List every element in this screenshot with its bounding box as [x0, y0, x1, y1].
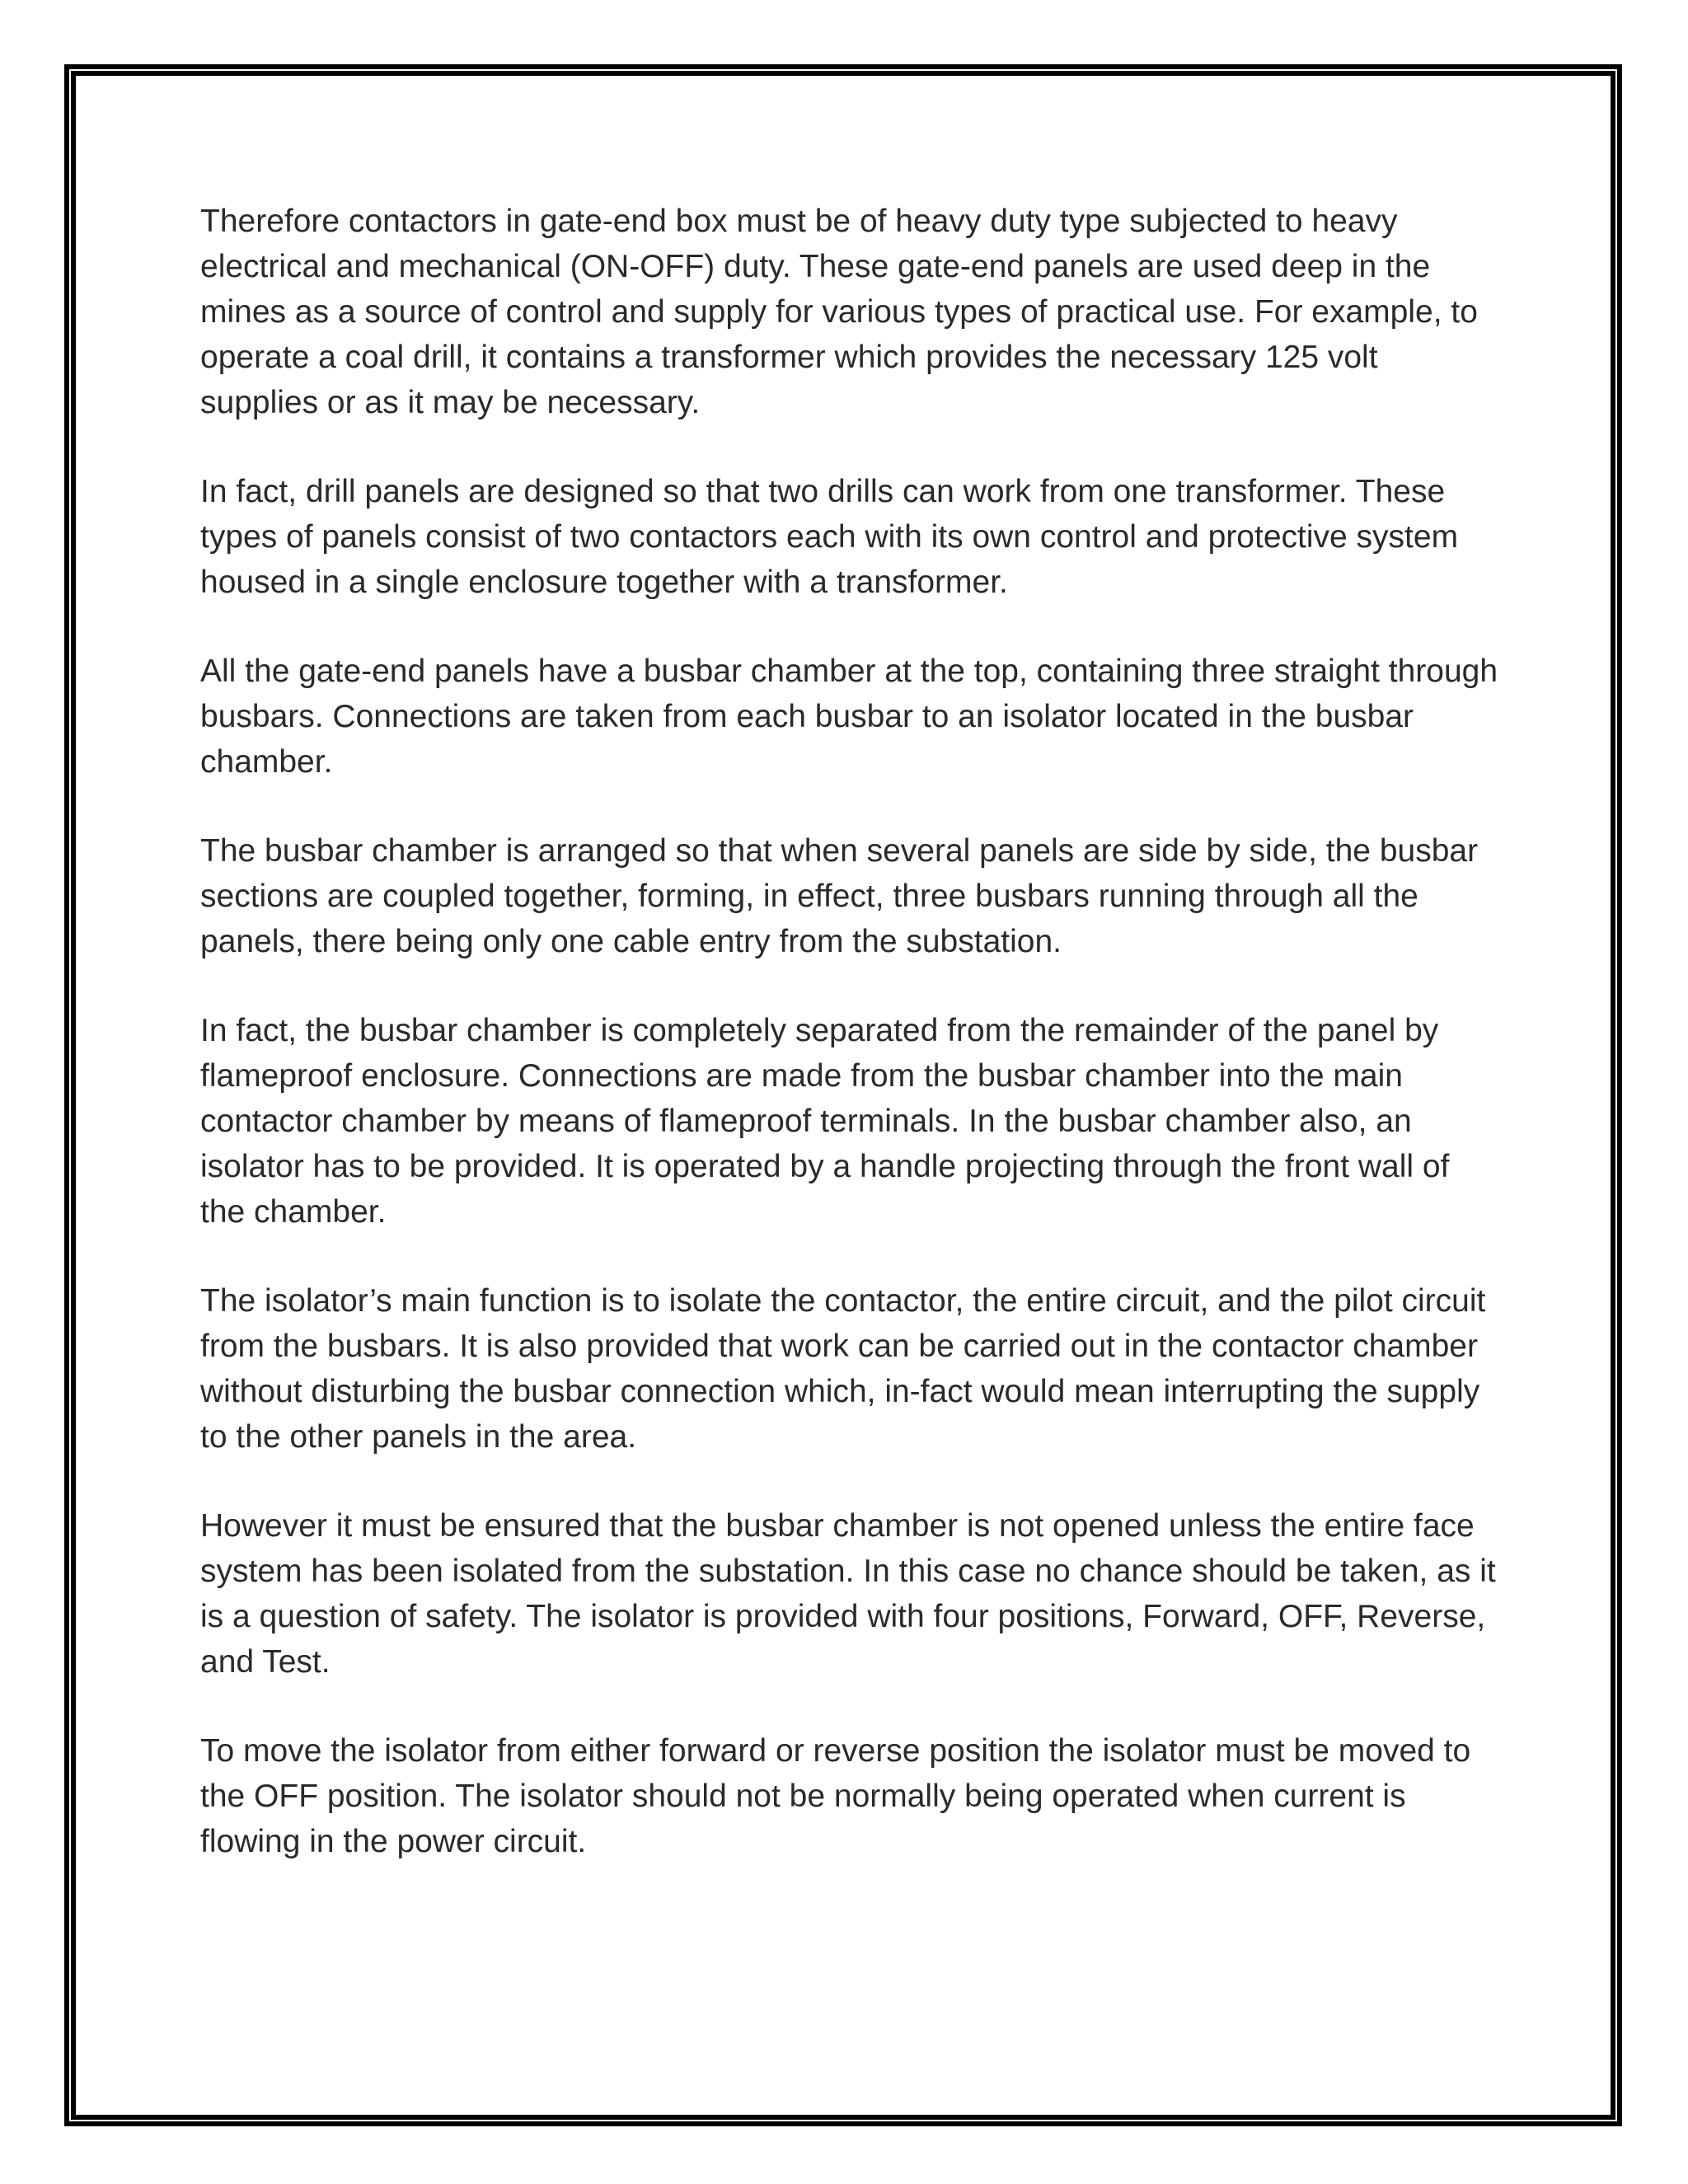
paragraph-8: To move the isolator from either forward or reverse position the isolator must be moved to the OFF position. The isolator should not be normally being operated when current is flowing in the power circuit.	[200, 1733, 1471, 1859]
paragraph-3: All the gate-end panels have a busbar chamber at the top, containing three straight through busbars. Connections are taken from each busbar to an isolator located in the busbar chamber.	[200, 654, 1498, 780]
paragraph-2: In fact, drill panels are designed so that two drills can work from one transformer. These types of panels consist of two contactors each with its own control and protective system housed in a single enclosure together with a transformer.	[200, 474, 1459, 600]
document-body	[200, 199, 1503, 1864]
paragraph-7: However it must be ensured that the busbar chamber is not opened unless the entire face system has been isolated from the substation. In this case no chance should be taken, as it is a question of safety. The isolator is provided with four positions, Forward, OFF, Reverse, and Test.	[200, 1508, 1496, 1680]
paragraph-5: In fact, the busbar chamber is completely separated from the remainder of the panel by flameproof enclosure. Connections are made from the busbar chamber into the main contactor chamber by means of flameproof terminals. In the busbar chamber also, an isolator has to be provided. It is operated by a handle projecting through the front wall of the chamber.	[200, 1013, 1450, 1230]
paragraph-6: The isolator’s main function is to isolate the contactor, the entire circuit, and the pilot circuit from the busbars. It is also provided that work can be carried out in the contactor chamber without disturbing the busbar connection which, in-fact would mean interrupting the supply to the other panels in the area.	[200, 1283, 1486, 1455]
paragraph-4: The busbar chamber is arranged so that when several panels are side by side, the busbar sections are coupled together, forming, in effect, three busbars running through all the panels, there being only one cable entry from the substation.	[200, 833, 1479, 959]
paragraph-1: Therefore contactors in gate-end box must be of heavy duty type subjected to heavy electrical and mechanical (ON-OFF) duty. These gate-end panels are used deep in the mines as a source of control and supply for various types of practical use. For example, to operate a coal drill, it contains a transformer which provides the necessary 125 volt supplies or as it may be necessary.	[200, 204, 1478, 420]
